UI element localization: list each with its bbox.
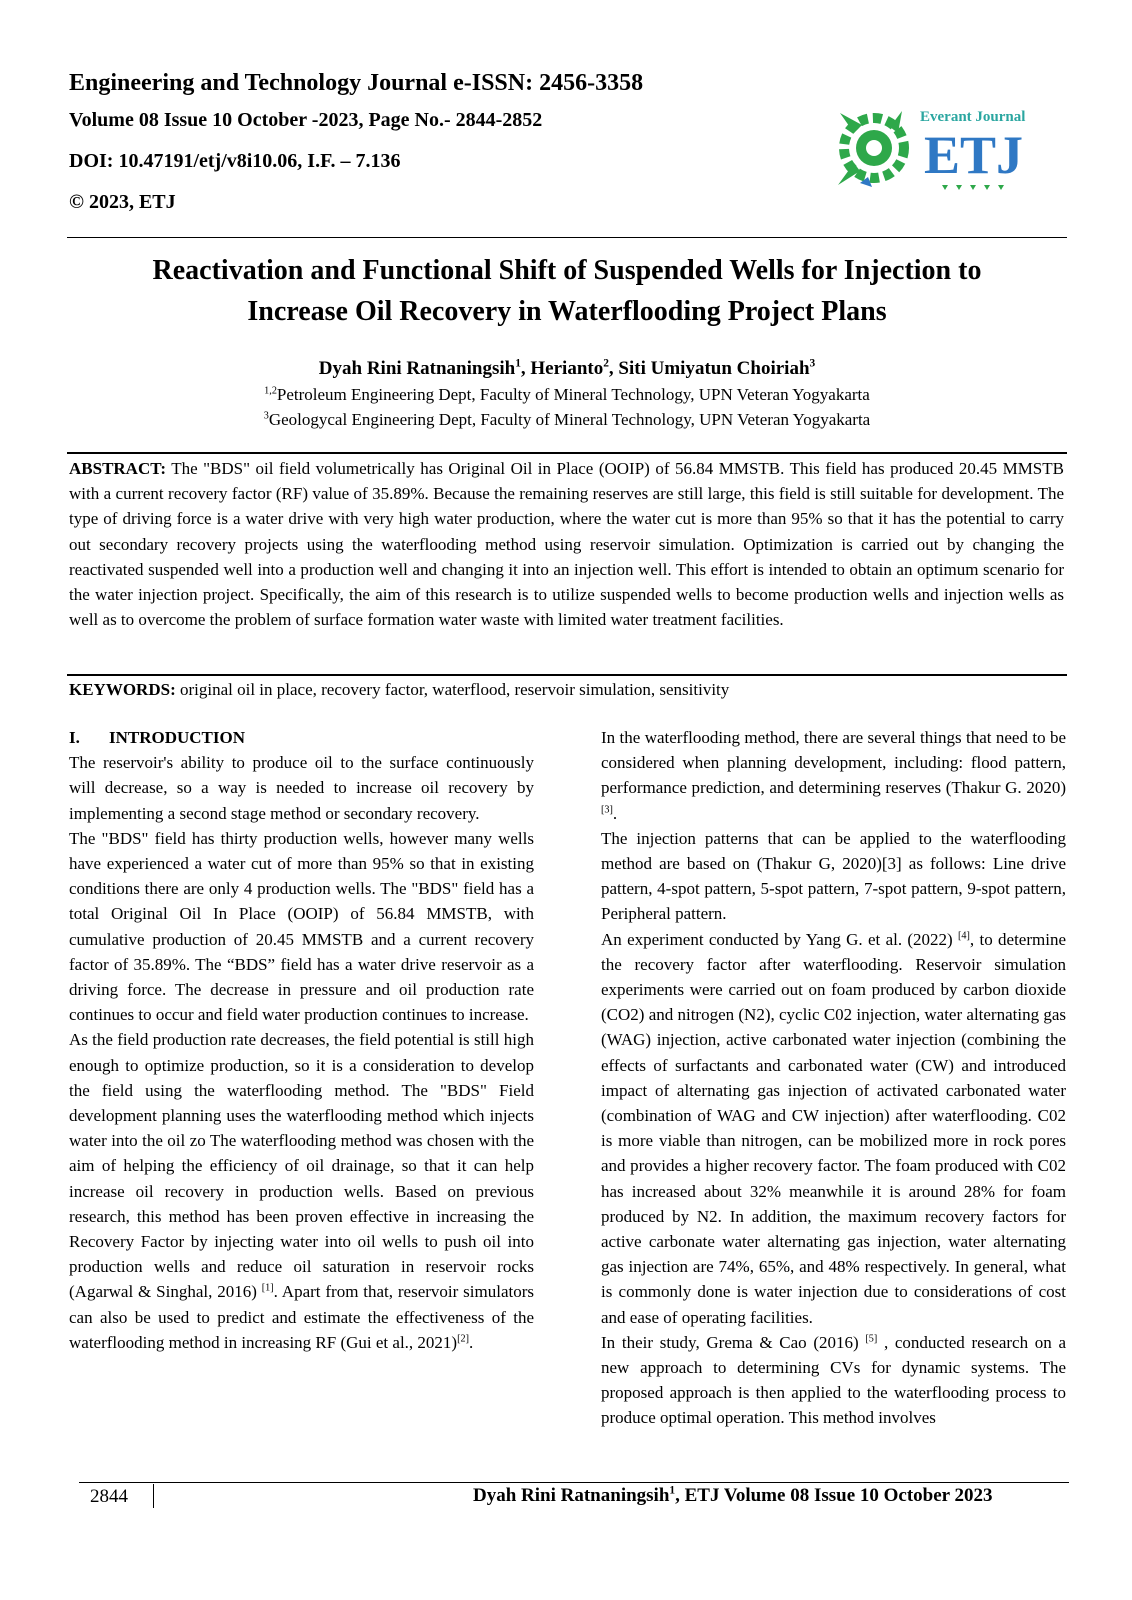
right-column [601, 725, 1066, 1431]
intro-paragraph-3-b: . Apart from that, reservoir simulators can also be used to predict and estimate the effectiveness of the waterflooding method in increasing RF (Gui et al., 2021) [69, 1282, 534, 1352]
affiliation-1 [67, 384, 1067, 406]
footer-journal: , ETJ Volume 08 Issue 10 October 2023 [675, 1485, 993, 1506]
header-divider [67, 237, 1067, 238]
right-paragraph-4 [601, 1330, 1066, 1431]
right-paragraph-1-b: . [612, 803, 618, 823]
keywords-divider [67, 674, 1067, 676]
paper-title [67, 250, 1067, 332]
keywords-text: original oil in place, recovery factor, waterflood, reservoir simulation, sensitivity [179, 680, 730, 699]
author-3-affil: 3 [809, 357, 816, 370]
title-line-1: Reactivation and Functional Shift of Suspended Wells for Injection to [152, 255, 982, 286]
citation-2: [2] [457, 1333, 469, 1345]
section-number: I. [69, 728, 80, 747]
keywords [69, 678, 1064, 702]
footer-separator [153, 1484, 154, 1508]
intro-paragraph-3-c: . [468, 1332, 474, 1352]
footer-citation [473, 1484, 993, 1508]
logo-tagline: Everant Journal [920, 109, 1026, 125]
journal-header [69, 68, 769, 231]
affiliation-2 [67, 409, 1067, 431]
abstract-text: The "BDS" oil field volumetrically has Original Oil in Place (OOIP) of 56.84 MMSTB. This field has produced 20.45 MMSTB with a current recovery factor (RF) value of 35.89%. Because the remaining reserves are still large, this field is still suitable for development. The type of driving force is a water drive with very high water production, where the water cut is more than 95% so that it has the potential to carry out secondary recovery projects using the waterflooding method using reservoir simulation. Optimization is carried out by changing the reactivated suspended well into a production well and changing it into an injection well. This effort is intended to obtain an optimum scenario for the water injection project. Specifically, the aim of this research is to utilize suspended wells to become production wells and injection wells as well as to overcome the problem of surface formation water waste with limited water treatment facilities. [69, 459, 1064, 630]
right-paragraph-1 [601, 725, 1066, 826]
intro-paragraph-2: The "BDS" field has thirty production wells, however many wells have experienced a water cut of more than 95% so that in existing conditions there are only 4 production wells. The "BDS" field has a total Original Oil In Place (OOIP) of 56.84 MMSTB, with cumulative production of 20.45 MMSTB and a current recovery factor of 35.89%. The “BDS” field has a water drive reservoir as a driving force. The decrease in pressure and oil production rate continues to occur and field water production continues to increase. [69, 828, 534, 1025]
section-title: INTRODUCTION [109, 728, 246, 747]
citation-5: [5] [865, 1333, 878, 1345]
citation-1: [1] [261, 1282, 274, 1294]
author-1-affil: 1 [515, 357, 521, 370]
author-1: Dyah Rini Ratnaningsih [318, 358, 516, 379]
right-paragraph-4-b: , conducted research on a new approach to determining CVs for dynamic systems. The proposed approach is then applied to the waterflooding process to produce optimal operation. This method involves [601, 1332, 1067, 1428]
section-heading [69, 725, 534, 750]
author-2-affil: 2 [603, 357, 609, 370]
abstract-divider-top [67, 452, 1067, 454]
author-2: Herianto [530, 358, 604, 379]
copyright: © 2023, ETJ [69, 191, 176, 213]
volume-info: Volume 08 Issue 10 October -2023, Page No.- 2844-2852 [69, 109, 543, 131]
abstract-label: ABSTRACT: [69, 459, 166, 478]
right-paragraph-3-a: An experiment conducted by Yang G. et al. (2022) [601, 929, 959, 949]
affiliation-1-text: Petroleum Engineering Dept, Faculty of Mineral Technology, UPN Veteran Yogyakarta [276, 385, 870, 404]
author-3: Siti Umiyatun Choiriah [618, 358, 810, 379]
citation-4: [4] [958, 929, 970, 941]
right-paragraph-2: The injection patterns that can be applied to the waterflooding method are based on (Thakur G, 2020)[3] as follows: Line drive pattern, 4-spot pattern, 5-spot pattern, 7-spot pattern, 9-spot pattern, Peripheral pattern. [601, 828, 1066, 924]
intro-paragraph-1: The reservoir's ability to produce oil to the surface continuously will decrease, so a way is needed to increase oil recovery by implementing a second stage method or secondary recovery. [69, 753, 534, 823]
affiliation-2-marker: 3 [263, 410, 269, 422]
intro-paragraph-3 [69, 1027, 534, 1355]
footer-author: Dyah Rini Ratnaningsih [473, 1485, 670, 1506]
left-column [69, 725, 534, 1355]
keywords-label: KEYWORDS: [69, 680, 176, 699]
intro-paragraph-3-a: As the field production rate decreases, the field potential is still high enough to optimize production, so it is a consideration to develop the field using the waterflooding method. The "BDS" Field development planning uses the waterflooding method which injects water into the oil zo The waterflooding method was chosen with the aim of helping the efficiency of oil drainage, so that it can help increase oil recovery in production wells. Based on previous research, this method has been proven effective in increasing the Recovery Factor by injecting water into oil wells to push oil into production wells and reduce oil saturation in reservoir rocks (Agarwal & Singhal, 2016) [69, 1030, 534, 1302]
right-paragraph-3-b: , to determine the recovery factor after waterflooding. Reservoir simulation experiments were carried out on foam produced by carbon dioxide (CO2) and nitrogen (N2), cyclic C02 injection, water alternating gas (WAG) injection, active carbonated water injection (combining the effects of surfactants and carbonated water (CW) and introduced impact of alternating gas injection of activated carbonated water (combination of WAG and CW injection) after waterflooding. C02 is more viable than nitrogen, can be mobilized more in rock pores and provides a higher recovery factor. The foam produced with C02 has increased about 32% meanwhile it is around 28% for foam produced by N2. In addition, the maximum recovery factors for active carbonate water alternating gas injection, water alternating gas injection are 74%, 65%, and 48% respectively. In general, what is commonly done is water injection due to considerations of cost and ease of operating facilities. [601, 929, 1066, 1327]
journal-name: Engineering and Technology Journal e-ISSN: 2456-3358 [69, 70, 644, 96]
title-line-2: Increase Oil Recovery in Waterflooding Project Plans [247, 296, 887, 327]
page-number: 2844 [90, 1486, 128, 1507]
affiliation-2-text: Geologycal Engineering Dept, Faculty of Mineral Technology, UPN Veteran Yogyakarta [268, 410, 871, 429]
etj-logo [832, 93, 1042, 203]
footer-author-affil: 1 [669, 1484, 676, 1497]
gear-icon [838, 111, 904, 185]
doi-info: DOI: 10.47191/etj/v8i10.06, I.F. – 7.136 [69, 150, 401, 172]
author-list: Dyah Rini Ratnaningsih$^1$, Herianto$^2$, Siti Umiyatun Choiriah$^3$ [318, 357, 816, 379]
footer-divider [79, 1482, 1069, 1483]
right-paragraph-4-a: In their study, Grema & Cao (2016) [601, 1332, 866, 1352]
citation-3: [3] [601, 803, 613, 815]
abstract [69, 456, 1064, 632]
right-paragraph-1-a: In the waterflooding method, there are several things that need to be considered when planning development, including: flood pattern, performance prediction, and determining reserves (Thakur G. 2020) [601, 728, 1066, 798]
logo-mark: ETJ [924, 125, 1024, 185]
right-paragraph-3 [601, 927, 1066, 1330]
affiliation-1-marker: 1,2 [264, 385, 277, 397]
